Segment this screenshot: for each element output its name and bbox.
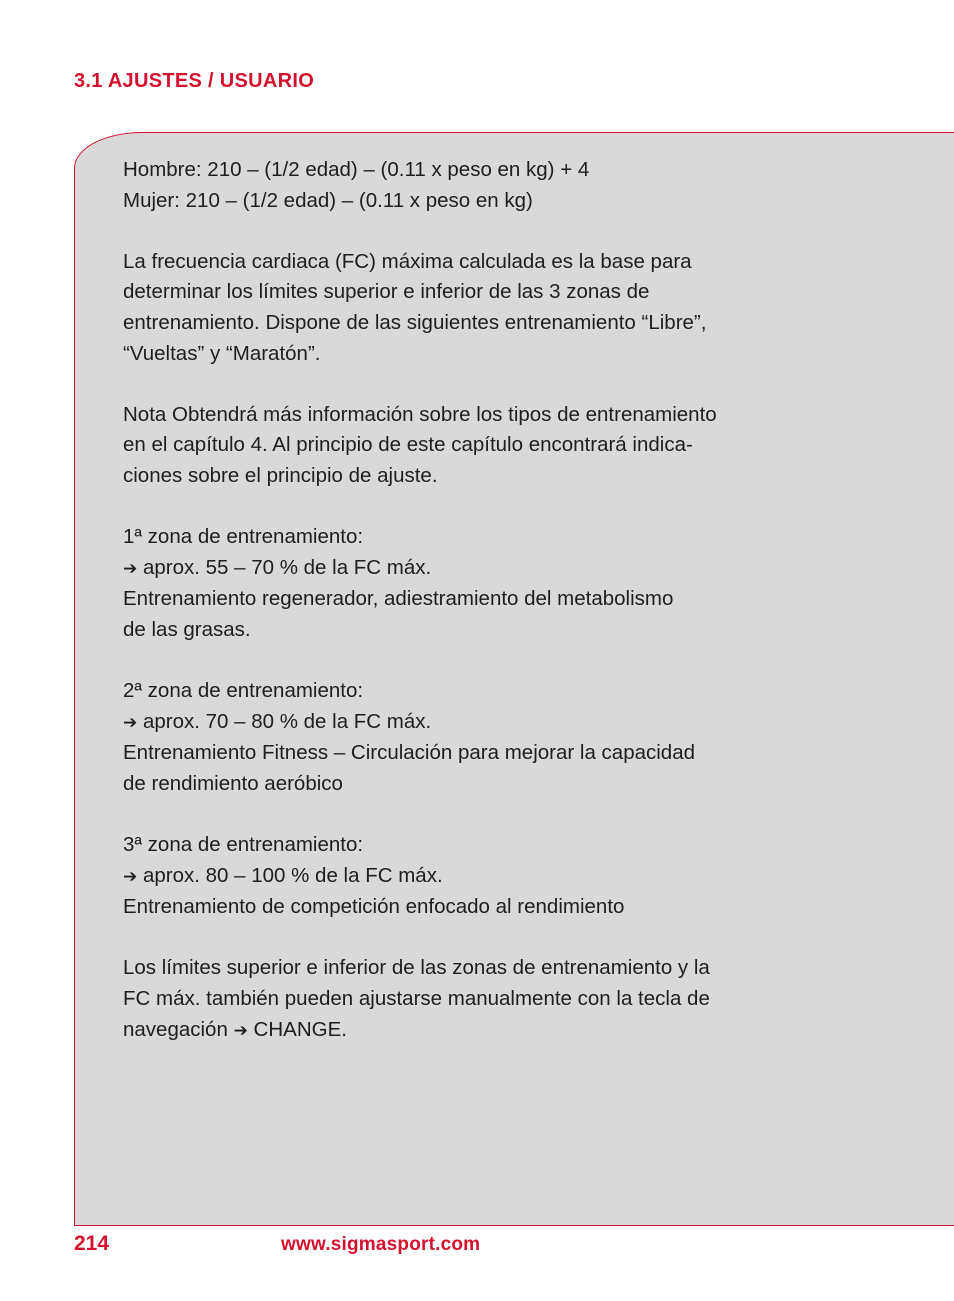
zone-3-desc: Entrenamiento de competición enfocado al rendimiento xyxy=(123,895,625,919)
zone-1-range-text: aprox. 55 – 70 % de la FC máx. xyxy=(142,555,432,579)
note-line: Nota Obtendrá más información sobre los tipos de entrenamiento xyxy=(123,402,717,426)
paragraph-fc-line: determinar los límites superior e inferior de las 3 zonas de xyxy=(123,280,650,304)
zone-3-range xyxy=(123,861,883,893)
section-title: 3.1 AJUSTES / USUARIO xyxy=(74,70,315,92)
page-content xyxy=(123,155,883,1046)
zone-1-range xyxy=(123,553,883,585)
page-number: 214 xyxy=(74,1232,110,1255)
arrow-right-icon: ➔ xyxy=(123,712,138,732)
zone-2-desc: Entrenamiento Fitness – Circulación para mejorar la capacidad xyxy=(123,741,696,765)
zone-3-title: 3ª zona de entrenamiento: xyxy=(123,833,364,857)
arrow-right-icon: ➔ xyxy=(233,1020,248,1040)
note-line: ciones sobre el principio de ajuste. xyxy=(123,463,438,487)
zone-2-desc: de rendimiento aeróbico xyxy=(123,771,343,795)
paragraph-fc-line: entrenamiento. Dispone de las siguientes entrenamiento “Libre”, xyxy=(123,310,707,334)
arrow-right-icon: ➔ xyxy=(123,558,138,578)
formula-women: Mujer: 210 – (1/2 edad) – (0.11 x peso en kg) xyxy=(123,188,533,212)
limits-prefix: navegación xyxy=(123,1017,228,1041)
paragraph-fc-line: “Vueltas” y “Maratón”. xyxy=(123,341,321,365)
limits-line: Los límites superior e inferior de las zonas de entrenamiento y la xyxy=(123,956,710,980)
zone-3-range-text: aprox. 80 – 100 % de la FC máx. xyxy=(142,863,443,887)
paragraph-fc-line: La frecuencia cardiaca (FC) máxima calculada es la base para xyxy=(123,249,692,273)
change-key-label: CHANGE. xyxy=(253,1017,347,1041)
limits-line: FC máx. también pueden ajustarse manualmente con la tecla de xyxy=(123,987,710,1011)
zone-1-desc: de las grasas. xyxy=(123,617,251,641)
zone-1-title: 1ª zona de entrenamiento: xyxy=(123,525,364,549)
zone-2-title: 2ª zona de entrenamiento: xyxy=(123,679,364,703)
limits-line xyxy=(123,1015,883,1047)
note-line: en el capítulo 4. Al principio de este capítulo encontrará indica- xyxy=(123,433,693,457)
formula-men: Hombre: 210 – (1/2 edad) – (0.11 x peso en kg) + 4 xyxy=(123,158,590,181)
zone-1-desc: Entrenamiento regenerador, adiestramiento del metabolismo xyxy=(123,587,674,611)
zone-2-range xyxy=(123,707,883,739)
arrow-right-icon: ➔ xyxy=(123,866,138,886)
zone-2-range-text: aprox. 70 – 80 % de la FC máx. xyxy=(142,709,432,733)
website-url: www.sigmasport.com xyxy=(281,1234,481,1255)
